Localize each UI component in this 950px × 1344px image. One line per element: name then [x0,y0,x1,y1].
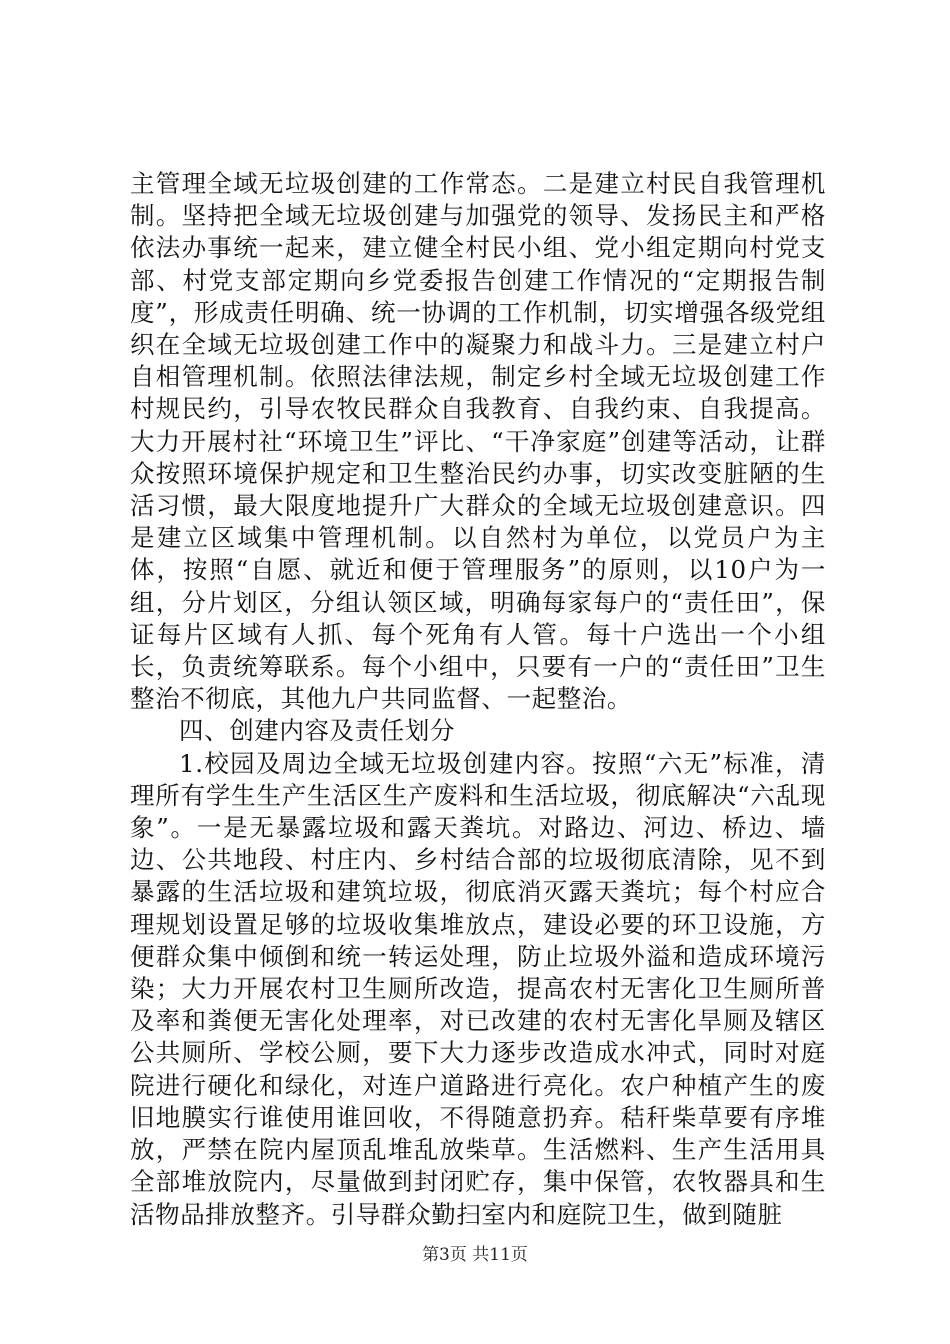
page-footer: 第3页 共11页 [422,1245,528,1265]
document-body [130,168,826,1231]
paragraph-continued: 主管理全域无垃圾创建的工作常态。二是建立村民自我管理机制。坚持把全域无垃圾创建与加强党的领导、发扬民主和严格依法办事统一起来，建立健全村民小组、党小组定期向村党支部、村党支部定期向乡党委报告创建工作情况的“定期报告制度”，形成责任明确、统一协调的工作机制，切实增强各级党组织在全域无垃圾创建工作中的凝聚力和战斗力。三是建立村户自相管理机制。依照法律法规，制定乡村全域无垃圾创建工作村规民约，引导农牧民群众自我教育、自我约束、自我提高。大力开展村社“环境卫生”评比、“干净家庭”创建等活动，让群众按照环境保护规定和卫生整治民约办事，切实改变脏陋的生活习惯，最大限度地提升广大群众的全域无垃圾创建意识。四是建立区域集中管理机制。以自然村为单位，以党员户为主体，按照“自愿、就近和便于管理服务”的原则，以10户为一组，分片划区，分组认领区域，明确每家每户的“责任田”，保证每片区域有人抓、每个死角有人管。每十户选出一个小组长，负责统筹联系。每个小组中，只要有一户的“责任田”卫生整治不彻底，其他九户共同监督、一起整治。 [130,169,826,714]
paragraph-item-1: 1.校园及周边全域无垃圾创建内容。按照“六无”标准，清理所有学生生产生活区生产废料和生活垃圾，彻底解决“六乱现象”。一是无暴露垃圾和露天粪坑。对路边、河边、桥边、墙边、公共地段、村庄内、乡村结合部的垃圾彻底清除，见不到暴露的生活垃圾和建筑垃圾，彻底消灭露天粪坑；每个村应合理规划设置足够的垃圾收集堆放点，建设必要的环卫设施，方便群众集中倾倒和统一转运处理，防止垃圾外溢和造成环境污染；大力开展农村卫生厕所改造，提高农村无害化卫生厕所普及率和粪便无害化处理率，对已改建的农村无害化旱厕及辖区公共厕所、学校公厕，要下大力逐步改造成水冲式，同时对庭院进行硬化和绿化，对连户道路进行亮化。农户种植产生的废旧地膜实行谁使用谁回收，不得随意扔弃。秸秆柴草要有序堆放，严禁在院内屋顶乱堆乱放柴草。生活燃料、生产生活用具全部堆放院内，尽量做到封闭贮存，集中保管，农牧器具和生活物品排放整齐。引导群众勤扫室内和庭院卫生，做到随脏 [130,748,826,1229]
section-heading: 四、创建内容及责任划分 [179,716,456,746]
